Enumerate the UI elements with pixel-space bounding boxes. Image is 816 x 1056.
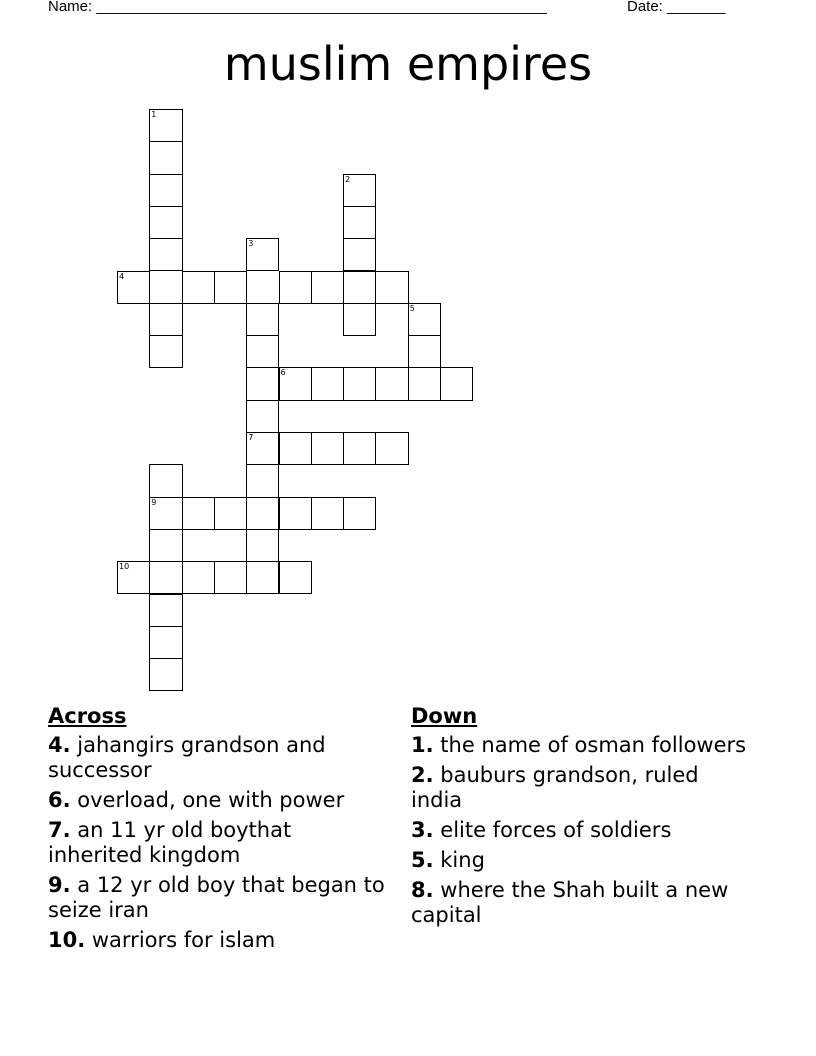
grid-cell[interactable]: [149, 303, 182, 336]
grid-cell[interactable]: [149, 109, 182, 142]
clue-text: overload, one with power: [70, 788, 345, 812]
clue-number: 3: [248, 239, 254, 249]
grid-cell[interactable]: [149, 497, 182, 530]
grid-cell[interactable]: [279, 497, 312, 530]
down-clue: [411, 818, 751, 843]
clue-number-label: 7.: [48, 818, 71, 842]
grid-cell[interactable]: [343, 432, 376, 465]
clue-number: 9: [151, 497, 157, 507]
clue-number-label: 4.: [48, 733, 71, 757]
grid-cell[interactable]: [440, 367, 473, 400]
grid-cell[interactable]: [149, 335, 182, 368]
across-clue: [48, 788, 388, 813]
clue-text: bauburs grandson, ruled india: [411, 763, 699, 812]
grid-cell[interactable]: [375, 367, 408, 400]
clue-text: elite forces of soldiers: [433, 818, 672, 842]
grid-cell[interactable]: [149, 141, 182, 174]
clue-number-label: 9.: [48, 873, 71, 897]
across-clue: [48, 733, 388, 783]
grid-cell[interactable]: [214, 497, 247, 530]
grid-cell[interactable]: [149, 594, 182, 627]
across-clue-list: [48, 733, 388, 953]
clue-number: 6: [280, 368, 286, 378]
grid-cell[interactable]: [246, 303, 279, 336]
grid-cell[interactable]: [343, 238, 376, 271]
grid-cell[interactable]: [311, 432, 344, 465]
grid-cell[interactable]: [408, 335, 441, 368]
grid-cell[interactable]: [279, 561, 312, 594]
across-clue: [48, 873, 388, 923]
grid-cell[interactable]: [343, 303, 376, 336]
grid-cell[interactable]: [182, 497, 215, 530]
across-clue: [48, 818, 388, 868]
clue-number-label: 6.: [48, 788, 71, 812]
grid-cell[interactable]: [149, 529, 182, 562]
clue-number: 7: [248, 433, 254, 442]
clue-number-label: 3.: [411, 818, 434, 842]
clue-text: jahangirs grandson and successor: [48, 733, 326, 782]
clue-text: where the Shah built a new capital: [411, 878, 729, 927]
clue-number-label: 2.: [411, 763, 434, 787]
grid-cell[interactable]: [149, 464, 182, 497]
grid-cell[interactable]: [149, 238, 182, 271]
grid-cell[interactable]: [343, 206, 376, 239]
clue-text: warriors for islam: [85, 928, 276, 952]
grid-cell[interactable]: [246, 497, 279, 530]
grid-cell[interactable]: [279, 367, 312, 400]
down-clue: [411, 878, 751, 928]
clue-number-label: 8.: [411, 878, 434, 902]
clue-text: the name of osman followers: [433, 733, 747, 757]
grid-cell[interactable]: [149, 174, 182, 207]
grid-cell[interactable]: [311, 367, 344, 400]
grid-cell[interactable]: [343, 271, 376, 304]
grid-cell[interactable]: [149, 626, 182, 659]
grid-cell[interactable]: [375, 432, 408, 465]
grid-cell[interactable]: [182, 561, 215, 594]
grid-cell[interactable]: [343, 367, 376, 400]
clue-text: king: [433, 848, 485, 872]
grid-cell[interactable]: [246, 400, 279, 433]
grid-cell[interactable]: [246, 464, 279, 497]
date-field-label: Date: _______: [627, 0, 726, 15]
across-clues: [48, 703, 388, 958]
grid-cell[interactable]: [408, 367, 441, 400]
grid-cell[interactable]: [246, 529, 279, 562]
down-heading: Down: [411, 704, 478, 728]
grid-cell[interactable]: [246, 561, 279, 594]
down-clue-list: [411, 733, 751, 928]
clue-number: 5: [409, 303, 415, 313]
clue-number-label: 1.: [411, 733, 434, 757]
grid-cell[interactable]: [246, 238, 279, 271]
clue-number: 4: [119, 271, 125, 281]
grid-cell[interactable]: [246, 335, 279, 368]
clue-number: 10: [119, 562, 130, 572]
grid-cell[interactable]: [311, 271, 344, 304]
clue-text: an 11 yr old boythat inherited kingdom: [48, 818, 292, 867]
grid-cell[interactable]: [117, 271, 150, 304]
grid-cell[interactable]: [375, 271, 408, 304]
across-clue: [48, 928, 388, 953]
grid-cell[interactable]: [149, 206, 182, 239]
down-clue: [411, 848, 751, 873]
grid-cell[interactable]: [149, 561, 182, 594]
grid-cell[interactable]: [279, 432, 312, 465]
clue-number-label: 10.: [48, 928, 86, 952]
down-clues: [411, 703, 751, 933]
grid-cell[interactable]: [182, 271, 215, 304]
clue-number: 2: [345, 174, 351, 184]
grid-cell[interactable]: [408, 303, 441, 336]
page-title: muslim empires: [223, 37, 593, 91]
grid-cell[interactable]: [343, 497, 376, 530]
grid-cell[interactable]: [214, 271, 247, 304]
grid-cell[interactable]: [214, 561, 247, 594]
clue-number-label: 5.: [411, 848, 434, 872]
across-heading: Across: [48, 704, 127, 728]
clue-number: 1: [151, 110, 157, 119]
name-field-label: Name: ______________________________________________________: [48, 0, 547, 15]
grid-cell[interactable]: [311, 497, 344, 530]
clue-text: a 12 yr old boy that began to seize iran: [48, 873, 385, 922]
grid-cell[interactable]: [343, 174, 376, 207]
down-clue: [411, 733, 751, 758]
grid-cell[interactable]: [149, 658, 182, 691]
grid-cell[interactable]: [246, 432, 279, 465]
grid-cell[interactable]: [117, 561, 150, 594]
grid-cell[interactable]: [246, 367, 279, 400]
down-clue: [411, 763, 751, 813]
grid-cell[interactable]: [279, 271, 312, 304]
